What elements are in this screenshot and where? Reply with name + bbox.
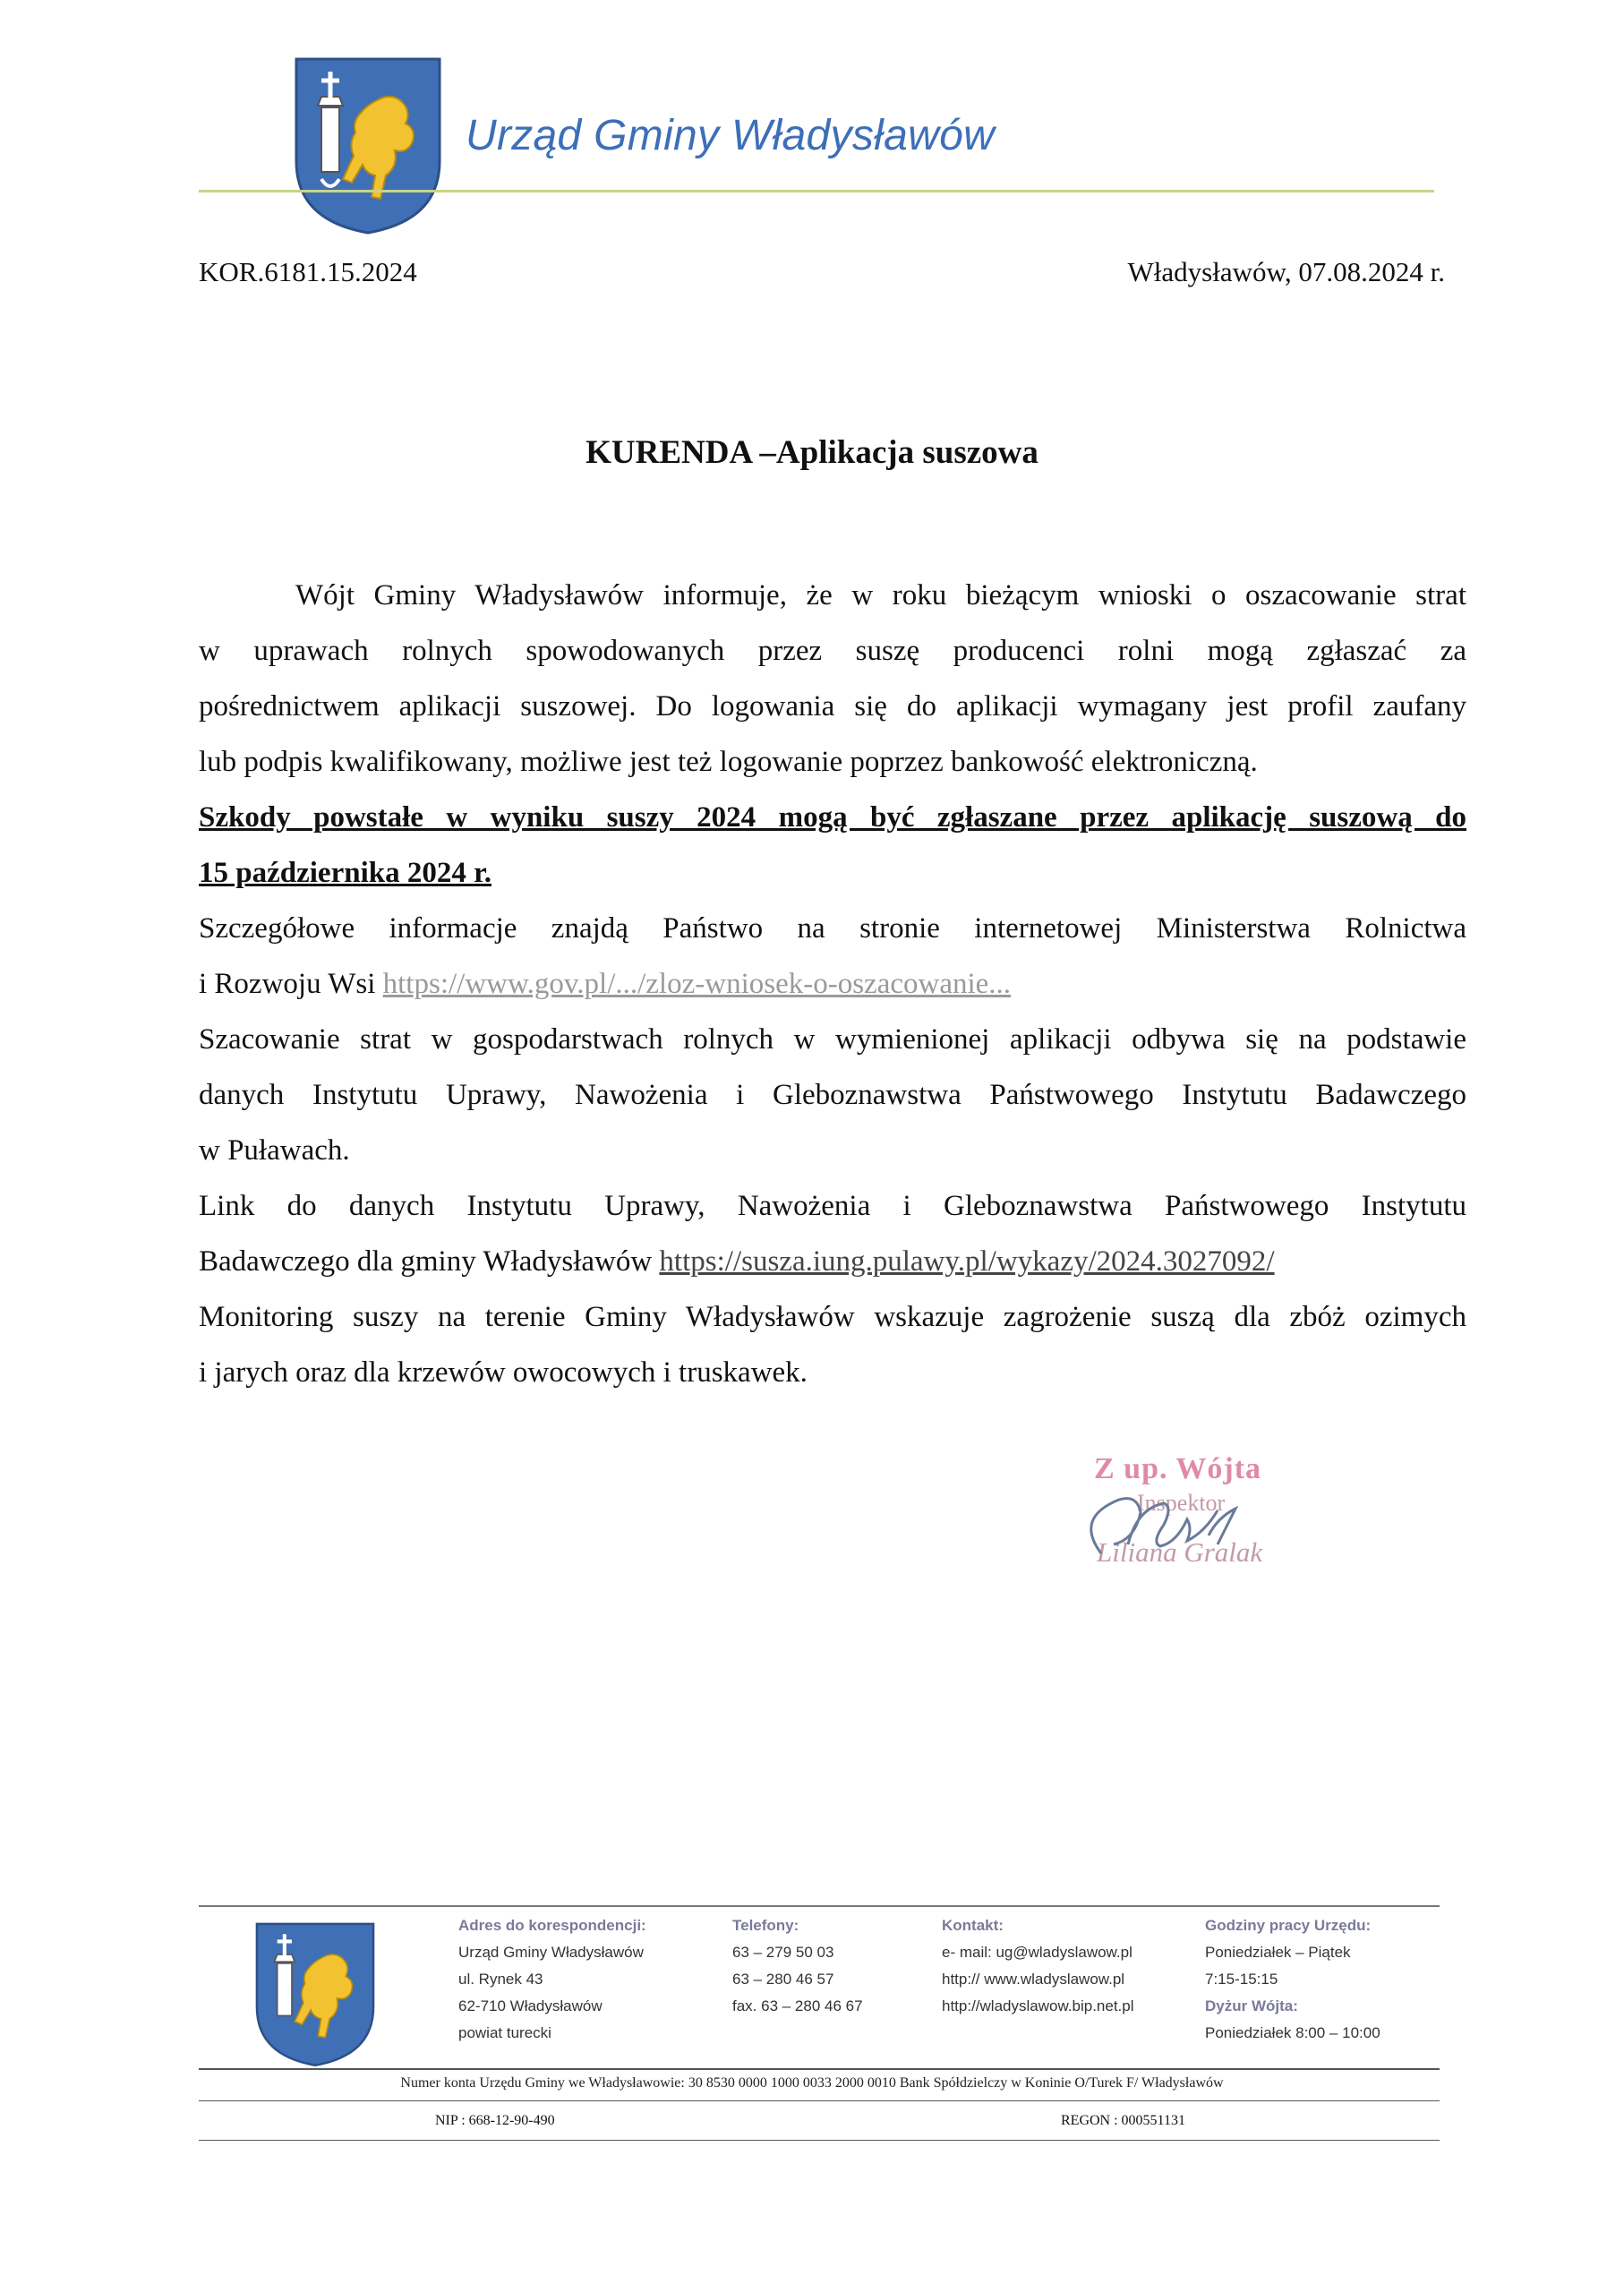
header-rule [199, 190, 1434, 192]
paragraph-1-line-2: w uprawach rolnych spowodowanych przez suszę producenci rolni mogą zgłaszać za [199, 635, 1466, 667]
footer-phones-heading: Telefony: [732, 1917, 799, 1934]
paragraph-2-prefix: i Rozwoju Wsi [199, 968, 383, 1000]
footer-hours [1205, 1912, 1380, 2047]
paragraph-1-line-3: pośrednictwem aplikacji suszowej. Do logowania się do aplikacji wymagany jest profil zaufany [199, 690, 1466, 723]
office-name: Urząd Gminy Władysławów [466, 112, 996, 159]
footer-bip[interactable]: http://wladyslawow.bip.net.pl [942, 1997, 1134, 2014]
footer-email[interactable]: e- mail: ug@wladyslawow.pl [942, 1944, 1133, 1961]
footer-address-line: powiat turecki [458, 2024, 551, 2041]
paragraph-5-line-1: Monitoring suszy na terenie Gminy Władysławów wskazuje zagrożenie suszą dla zbóż ozimych [199, 1301, 1466, 1333]
footer-duty-time: Poniedziałek 8:00 – 10:00 [1205, 2024, 1380, 2041]
footer-address-line: ul. Rynek 43 [458, 1971, 543, 1988]
footer-address-line: 62-710 Władysławów [458, 1997, 603, 2014]
nip-number: NIP : 668-12-90-490 [435, 2113, 555, 2128]
paragraph-4-prefix: Badawczego dla gminy Władysławów [199, 1245, 660, 1278]
paragraph-1-line-4: lub podpis kwalifikowany, możliwe jest też logowanie poprzez bankowość elektroniczną. [199, 746, 1258, 778]
footer-fax: fax. 63 – 280 46 67 [732, 1997, 863, 2014]
footer-hours-heading: Godziny pracy Urzędu: [1205, 1917, 1372, 1934]
paragraph-4-line-1: Link do danych Instytutu Uprawy, Nawożenia i Gleboznawstwa Państwowego Instytutu [199, 1190, 1466, 1222]
paragraph-2-line-2 [199, 956, 1466, 1012]
footer-rule-mid-2 [199, 2100, 1440, 2101]
paragraph-2-line-1: Szczegółowe informacje znajdą Państwo na stronie internetowej Ministerstwa Rolnictwa [199, 912, 1466, 945]
footer-rule-bottom [199, 2140, 1440, 2141]
footer-address-heading: Adres do korespondencji: [458, 1917, 646, 1934]
stamp-name: Liliana Gralak [1097, 1536, 1263, 1568]
footer-contact-heading: Kontakt: [942, 1917, 1004, 1934]
footer-rule-mid [199, 2068, 1440, 2070]
footer-duty-heading: Dyżur Wójta: [1205, 1997, 1298, 2014]
stamp-title: Z up. Wójta [1094, 1452, 1262, 1485]
deadline-line-2: 15 października 2024 r. [199, 857, 491, 889]
place-date: Władysławów, 07.08.2024 r. [1127, 256, 1445, 287]
deadline-line-1: Szkody powstałe w wyniku suszy 2024 mogą być zgłaszane przez aplikację suszową do [199, 801, 1466, 834]
iung-link[interactable]: https://susza.iung.pulawy.pl/wykazy/2024.3027092/ [659, 1245, 1275, 1278]
coat-of-arms-logo [291, 54, 445, 236]
document-title: KURENDA –Aplikacja suszowa [585, 434, 1039, 471]
paragraph-4-line-2 [199, 1234, 1466, 1289]
footer-website[interactable]: http:// www.wladyslawow.pl [942, 1971, 1125, 1988]
regon-number: REGON : 000551131 [1061, 2113, 1185, 2128]
footer-coat-of-arms-logo [252, 1920, 378, 2068]
bank-account: Numer konta Urzędu Gminy we Władysławowie: 30 8530 0000 1000 0033 2000 0010 Bank Spółdzielczy w Koninie O/Turek F/ Władysławów [400, 2075, 1224, 2091]
footer-rule-top [199, 1905, 1440, 1907]
paragraph-1-line-1: Wójt Gminy Władysławów informuje, że w roku bieżącym wnioski o oszacowanie strat [295, 579, 1466, 611]
footer-phone: 63 – 279 50 03 [732, 1944, 834, 1961]
footer-phone: 63 – 280 46 57 [732, 1971, 834, 1988]
footer-hours-time: 7:15-15:15 [1205, 1971, 1278, 1988]
paragraph-5-line-2: i jarych oraz dla krzewów owocowych i truskawek. [199, 1356, 808, 1389]
reference-number: KOR.6181.15.2024 [199, 256, 417, 287]
paragraph-3-line-3: w Puławach. [199, 1134, 350, 1167]
paragraph-3-line-2: danych Instytutu Uprawy, Nawożenia i Gleboznawstwa Państwowego Instytutu Badawczego [199, 1079, 1466, 1111]
stamp-role: Inspektor [1137, 1490, 1226, 1516]
footer-address [458, 1912, 646, 2047]
footer-phones [732, 1912, 863, 2020]
ministry-link[interactable]: https://www.gov.pl/.../zloz-wniosek-o-oszacowanie... [382, 968, 1012, 1000]
footer-hours-days: Poniedziałek – Piątek [1205, 1944, 1351, 1961]
footer-contact [942, 1912, 1134, 2020]
footer-address-line: Urząd Gminy Władysławów [458, 1944, 644, 1961]
handwritten-signature [1065, 1446, 1298, 1580]
paragraph-3-line-1: Szacowanie strat w gospodarstwach rolnych w wymienionej aplikacji odbywa się na podstawie [199, 1023, 1466, 1056]
